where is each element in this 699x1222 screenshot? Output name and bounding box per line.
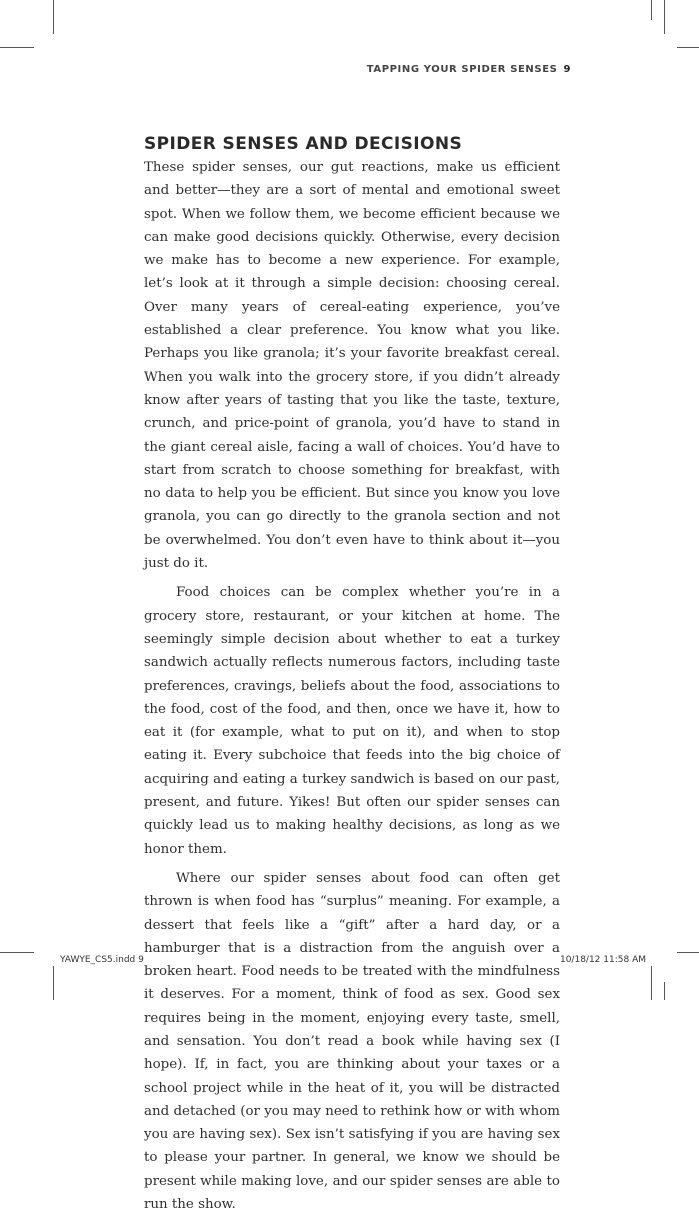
crop-mark-top-left-horizontal — [0, 47, 34, 48]
crop-mark-bottom-left-vertical — [53, 966, 54, 1000]
running-head — [367, 64, 571, 75]
section-heading: SPIDER SENSES AND DECISIONS — [144, 134, 463, 154]
page-number: 9 — [563, 64, 571, 75]
crop-mark-top-left-vertical — [53, 0, 54, 34]
crop-mark-top-right-vertical-2 — [664, 0, 665, 34]
crop-mark-bottom-right-vertical — [651, 966, 652, 1000]
crop-mark-bottom-right-horizontal — [677, 952, 699, 953]
running-head-title: TAPPING YOUR SPIDER SENSES — [366, 64, 558, 75]
slug-file-name: YAWYE_CS5.indd 9 — [60, 955, 144, 965]
crop-mark-top-right-horizontal — [677, 47, 699, 48]
crop-mark-top-right-vertical — [651, 0, 652, 20]
paragraph-2: Food choices can be complex whether you’re in a grocery store, restaurant, or your kitchen at home. The seemingly simple decision about whether to eat a turkey sandwich actually reflects numerous factors, including taste preferences, cravings, beliefs about the food, associations to the food, cost of the food, and then, once we have it, how to eat it (for example, what to put on it), and when to stop eating it. Every subchoice that feeds into the big choice of acquiring and eating a turkey sandwich is based on our past, present, and future. Yikes! But often our spider senses can quickly lead us to making healthy decisions, as long as we honor them. — [144, 585, 560, 857]
body-text — [144, 156, 560, 1222]
slug-timestamp: 10/18/12 11:58 AM — [559, 955, 646, 965]
crop-mark-bottom-left-horizontal — [0, 952, 34, 953]
paragraph-3: Where our spider senses about food can often get thrown is when food has “surplus” meaning. For example, a dessert that feels like a “gift” after a hard day, or a hamburger that is a distraction from the anguish over a broken heart. Food needs to be treated with the mindfulness it deserves. For a moment, think of food as sex. Good sex requires being in the moment, enjoying every taste, smell, and sensation. You don’t read a book while having sex (I hope). If, in fact, you are thinking about your taxes or a school project while in the heat of it, you will be distracted and detached (or you may need to rethink how or with whom you are having sex). Sex isn’t satisfying if you are having sex to please your partner. In general, we know we should be present while making love, and our spider senses are able to run the show. — [144, 870, 560, 1213]
crop-mark-bottom-right-vertical-2 — [664, 982, 665, 1000]
paragraph-1: These spider senses, our gut reactions, make us efficient and better—they are a sort of mental and emotional sweet spot. When we follow them, we become efficient because we can make good decisions quickly. Otherwise, every decision we make has to become a new experience. For example, let’s look at it through a simple decision: choosing cereal. Over many years of cereal-eating experience, you’ve established a clear preference. You know what you like. Perhaps you like granola; it’s your favorite breakfast cereal. When you walk into the grocery store, if you didn’t already know after years of tasting that you like the taste, texture, crunch, and price-point of granola, you’d have to stand in the giant cereal aisle, facing a wall of choices. You’d have to start from scratch to choose something for breakfast, with no data to help you be efficient. But since you know you love granola, you can go directly to the granola section and not be overwhelmed. You don’t even have to think about it—you just do it. — [144, 160, 560, 572]
